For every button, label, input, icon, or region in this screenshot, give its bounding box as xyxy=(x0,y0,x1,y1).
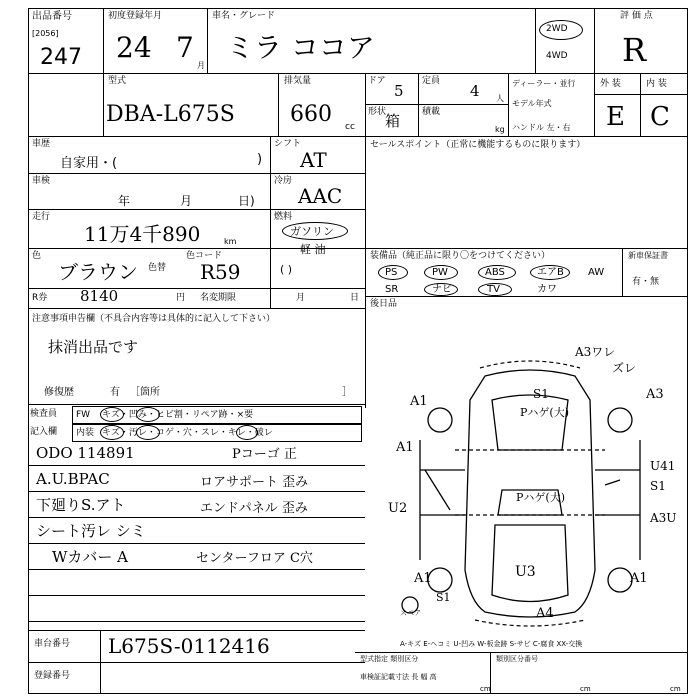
lot-label: 出品番号 xyxy=(32,11,72,22)
sales-points-label: セールスポイント（正常に機能するものに限ります） xyxy=(370,140,586,150)
cm-unit-3: cm xyxy=(670,685,681,693)
int-dirt-circle xyxy=(136,425,160,440)
person-unit: 人 xyxy=(496,94,504,103)
chassis-number: L675S-0112416 xyxy=(108,634,270,658)
inspection-month: 月 xyxy=(180,194,193,208)
recycle: 8140 xyxy=(80,287,119,305)
body-label: 形状 xyxy=(368,107,387,117)
equip-leather: カワ xyxy=(537,284,557,295)
color-label: 色 xyxy=(32,251,42,261)
reg-expiry-month: 月 xyxy=(296,293,306,303)
body: 箱 xyxy=(385,112,401,130)
equip-sr: SR xyxy=(385,284,399,295)
mileage: 11万4千890 xyxy=(84,222,201,246)
ext-label: 外 装 xyxy=(600,79,621,89)
mark-u41: U41 xyxy=(650,459,676,473)
car-name: ミラ ココア xyxy=(226,31,375,64)
fw-scratch-circle xyxy=(100,407,124,422)
usage-close: ) xyxy=(257,152,263,167)
fuel-other: ( ) xyxy=(280,263,293,276)
repair-yes: 有 xyxy=(110,387,120,398)
displacement-label: 排気量 xyxy=(284,76,312,86)
mark-a3-fr: A3 xyxy=(646,387,664,402)
usage-label: 車歴 xyxy=(32,139,51,149)
dealer-label: ディーラー・並行 xyxy=(512,79,576,88)
colorcode: R59 xyxy=(200,260,241,284)
car-damage-diagram xyxy=(380,340,680,630)
damage-legend: A-キズ E-ヘコミ U-凹み W-板金跡 S-サビ C-腐食 XX-交換 xyxy=(400,640,583,648)
yen-unit: 円 xyxy=(176,293,186,303)
grade-label: 評 価 点 xyxy=(620,11,653,21)
fw-dent-circle xyxy=(136,407,160,422)
usage: 自家用・( xyxy=(60,156,118,171)
mark-peel-hood: Pハゲ(大) xyxy=(520,406,569,419)
comment-left-5: Wカバー A xyxy=(52,548,129,566)
ac: AAC xyxy=(298,184,343,208)
doors-label: ドア xyxy=(368,76,386,86)
drive-4wd: 4WD xyxy=(546,51,568,61)
notes-label: 注意事項申告欄（不具合内容等は具体的に記入して下さい） xyxy=(32,314,276,324)
recycle-label: R券 xyxy=(32,293,48,303)
int-label: 内 装 xyxy=(646,79,667,89)
equip-ps: PS xyxy=(385,267,398,278)
reg-month: 7 xyxy=(176,31,194,64)
repair-label: 修復歴 xyxy=(44,387,74,398)
mark-a1-rr: A1 xyxy=(630,571,648,586)
comment-left-3: 下廻りS.アト xyxy=(36,496,126,514)
mileage-label: 走行 xyxy=(32,212,51,222)
equip-airbag: エアB xyxy=(537,267,564,278)
first-reg-label: 初度登録年月 xyxy=(108,11,163,21)
comment-right-4: センターフロア C穴 xyxy=(196,551,313,566)
equip-navi: ナビ xyxy=(432,284,452,295)
num-label: 類別区分番号 xyxy=(496,655,538,663)
repair-place: ［箇所 xyxy=(130,387,160,398)
cm-unit-1: cm xyxy=(480,685,491,693)
grade-value: R xyxy=(622,31,647,69)
cert-label: 型式指定 類別区分 xyxy=(360,655,419,663)
mark-a1-rl: A1 xyxy=(414,571,432,586)
km-unit: km xyxy=(224,237,237,246)
mark-a1-l: A1 xyxy=(396,440,414,455)
chassis-label: 車台番号 xyxy=(34,639,71,649)
cert-sub: 車検証記載寸法 長 幅 高 xyxy=(360,673,437,681)
shift: AT xyxy=(300,148,327,172)
reg-expiry-day: 日 xyxy=(350,293,360,303)
comment-right-3: エンドパネル 歪み xyxy=(200,501,308,516)
capacity-label: 定員 xyxy=(422,76,441,86)
mark-a1-fl: A1 xyxy=(410,394,428,409)
handle-label: ハンドル 左・右 xyxy=(512,123,571,132)
int-grade: C xyxy=(650,102,670,132)
int-scratch-circle xyxy=(100,425,124,440)
cc-unit: cc xyxy=(345,122,355,132)
colorcode-label: 色コード xyxy=(186,251,223,261)
inspector-label-2: 記入欄 xyxy=(30,427,58,437)
reg-year: 24 xyxy=(116,31,152,64)
repair-close: ］ xyxy=(342,387,352,398)
fuel-label: 燃料 xyxy=(274,212,293,222)
mark-shift: ズレ xyxy=(612,361,637,375)
aftermarket-label: 後日品 xyxy=(370,299,398,309)
mark-peel-roof: Pハゲ(大) xyxy=(516,491,565,504)
inspection-year: 年 xyxy=(118,194,131,208)
comment-left-2: A.U.BPAC xyxy=(36,470,110,488)
lot-number: 247 xyxy=(40,45,82,70)
doors: 5 xyxy=(394,82,404,100)
colorno-label: 色替 xyxy=(148,263,167,273)
model-label: 型式 xyxy=(108,76,127,86)
equip-aw: AW xyxy=(588,267,605,278)
reg-number-label: 登録番号 xyxy=(34,671,71,681)
comment-left-1: ODO 114891 xyxy=(36,444,135,462)
comment-left-4: シート汚レ シミ xyxy=(36,522,146,540)
inspection-label: 車検 xyxy=(32,176,51,186)
equip-tv: TV xyxy=(487,284,500,295)
drive-2wd: 2WD xyxy=(546,24,568,34)
equip-pw: PW xyxy=(432,267,448,278)
month-unit: 月 xyxy=(197,61,205,70)
fuel-gas: ガソリン xyxy=(290,225,334,238)
mark-s1-hood: S1 xyxy=(533,387,549,401)
mark-a3-crack: A3ワレ xyxy=(575,345,616,359)
color: ブラウン xyxy=(58,260,138,284)
equipment-label: 装備品（純正品に限り〇をつけてください） xyxy=(370,251,551,261)
model-year-label: モデル年式 xyxy=(512,99,552,108)
kg-unit: kg xyxy=(495,125,505,134)
inspector-fw-options: キズ・凹み・ヒビ割・リペア跡・×要 xyxy=(102,410,254,420)
inspector-fw-title: FW xyxy=(76,410,91,420)
fuel-light: 軽 油 xyxy=(300,243,326,256)
car-name-label: 車名・グレード xyxy=(212,11,276,21)
cm-unit-2: cm xyxy=(580,685,591,693)
mark-a4: A4 xyxy=(536,606,554,621)
mark-u2: U2 xyxy=(388,501,408,516)
reg-expiry-label: 名変期限 xyxy=(200,293,237,303)
comment-right-1: Pコーゴ 正 xyxy=(232,447,297,462)
capacity: 4 xyxy=(470,82,480,100)
mark-s1-r: S1 xyxy=(650,479,666,493)
inspector-int-options: キズ・汚レ・コゲ・穴・スレ・キレ・破レ xyxy=(102,428,273,438)
inspection-day: 日) xyxy=(238,194,255,208)
load-label: 積載 xyxy=(422,107,441,117)
note-1: 抹消出品です xyxy=(48,338,139,356)
int-wear-circle xyxy=(236,425,258,440)
mark-spare: スペア xyxy=(400,609,421,617)
equip-abs: ABS xyxy=(485,267,505,278)
ext-grade: E xyxy=(606,102,625,132)
shift-label: シフト xyxy=(274,139,302,149)
comment-right-2: ロアサポート 歪み xyxy=(200,475,309,490)
new-warranty: 有・無 xyxy=(632,277,660,287)
mark-a3u: A3U xyxy=(650,511,677,525)
mark-u3: U3 xyxy=(515,564,536,580)
displacement: 660 xyxy=(290,102,332,127)
ac-label: 冷房 xyxy=(274,176,293,186)
new-warranty-label: 新車保証書 xyxy=(628,251,668,260)
mark-s1-rl: S1 xyxy=(436,591,451,604)
lot-sub: [2056] xyxy=(32,29,59,38)
inspector-int-title: 内装 xyxy=(76,428,95,438)
inspector-label: 検査員 xyxy=(30,409,58,419)
model-code: DBA-L675S xyxy=(106,102,235,127)
